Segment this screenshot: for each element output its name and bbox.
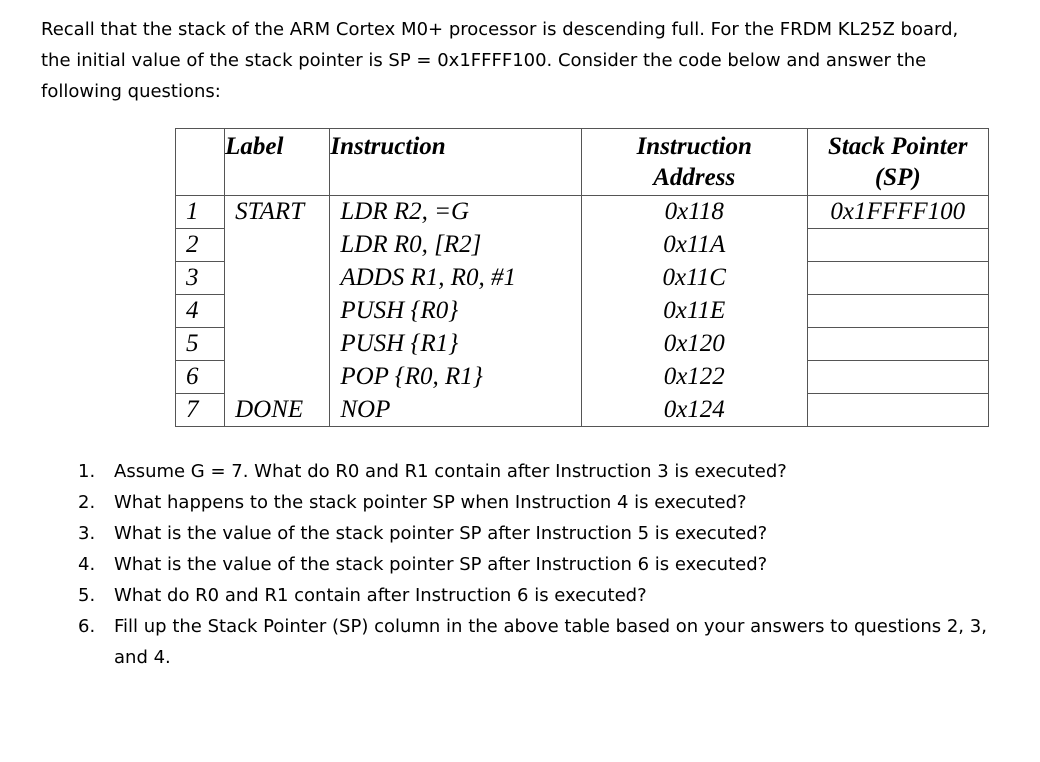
row-instruction: LDR R0, [R2]: [330, 229, 582, 262]
question-text: What do R0 and R1 contain after Instruction 6 is executed?: [114, 585, 647, 606]
row-address: 0x118: [581, 196, 807, 229]
header-label: Label: [225, 129, 330, 196]
row-instruction: LDR R2, =G: [330, 196, 582, 229]
question-number: 4.: [78, 554, 96, 575]
question-number: 2.: [78, 492, 96, 513]
table-row: [176, 361, 989, 394]
intro-line-3: following questions:: [41, 81, 221, 102]
row-number: 1: [176, 196, 225, 229]
question-item: [72, 580, 992, 611]
row-instruction: ADDS R1, R0, #1: [330, 262, 582, 295]
header-address: [581, 129, 807, 196]
table-body: [176, 196, 989, 427]
question-number: 1.: [78, 461, 96, 482]
row-instruction: NOP: [330, 394, 582, 427]
table-row: [176, 262, 989, 295]
row-address: 0x11A: [581, 229, 807, 262]
header-sp-line2: (SP): [874, 164, 921, 191]
code-table: [175, 128, 989, 427]
row-number: 3: [176, 262, 225, 295]
row-label: [225, 262, 330, 295]
row-address: 0x120: [581, 328, 807, 361]
question-number: 6.: [78, 616, 96, 637]
row-label: [225, 229, 330, 262]
question-number: 3.: [78, 523, 96, 544]
question-text: Assume G = 7. What do R0 and R1 contain after Instruction 3 is executed?: [114, 461, 787, 482]
row-number: 6: [176, 361, 225, 394]
row-address: 0x11E: [581, 295, 807, 328]
question-item: [72, 487, 992, 518]
questions-list: [72, 456, 992, 673]
header-stack-pointer: [807, 129, 988, 196]
question-text: What is the value of the stack pointer SP after Instruction 5 is executed?: [114, 523, 768, 544]
row-label: DONE: [225, 394, 330, 427]
row-address: 0x122: [581, 361, 807, 394]
row-label: [225, 328, 330, 361]
row-number: 4: [176, 295, 225, 328]
row-instruction: PUSH {R0}: [330, 295, 582, 328]
header-sp-line1: Stack Pointer: [827, 133, 968, 160]
row-stack-pointer: 0x1FFFF100: [807, 196, 988, 229]
header-address-line1: Instruction: [636, 133, 752, 160]
row-number: 5: [176, 328, 225, 361]
question-item: [72, 518, 992, 549]
question-item: [72, 456, 992, 487]
intro-paragraph: [41, 14, 1001, 107]
table-row: [176, 229, 989, 262]
row-stack-pointer: [807, 394, 988, 427]
row-label: START: [225, 196, 330, 229]
question-item: [72, 611, 992, 673]
table-header: [176, 129, 989, 196]
header-address-line2: Address: [653, 164, 736, 191]
intro-line-1: Recall that the stack of the ARM Cortex M0+ processor is descending full. For the FRDM KL25Z board,: [41, 19, 959, 40]
row-instruction: POP {R0, R1}: [330, 361, 582, 394]
row-label: [225, 295, 330, 328]
row-stack-pointer: [807, 328, 988, 361]
intro-line-2: the initial value of the stack pointer is SP = 0x1FFFF100. Consider the code below and answer the: [41, 50, 927, 71]
table-row: [176, 328, 989, 361]
header-instruction: Instruction: [330, 129, 582, 196]
table-row: [176, 394, 989, 427]
table-row: [176, 196, 989, 229]
row-label: [225, 361, 330, 394]
row-stack-pointer: [807, 229, 988, 262]
row-address: 0x11C: [581, 262, 807, 295]
row-stack-pointer: [807, 295, 988, 328]
row-number: 2: [176, 229, 225, 262]
header-row: [176, 129, 989, 196]
question-number: 5.: [78, 585, 96, 606]
question-text: What happens to the stack pointer SP when Instruction 4 is executed?: [114, 492, 747, 513]
row-stack-pointer: [807, 262, 988, 295]
question-item: [72, 549, 992, 580]
question-text: Fill up the Stack Pointer (SP) column in the above table based on your answers to questions 2, 3, and 4.: [114, 616, 987, 668]
row-instruction: PUSH {R1}: [330, 328, 582, 361]
row-address: 0x124: [581, 394, 807, 427]
question-text: What is the value of the stack pointer SP after Instruction 6 is executed?: [114, 554, 768, 575]
header-number: [176, 129, 225, 196]
row-number: 7: [176, 394, 225, 427]
table-row: [176, 295, 989, 328]
row-stack-pointer: [807, 361, 988, 394]
